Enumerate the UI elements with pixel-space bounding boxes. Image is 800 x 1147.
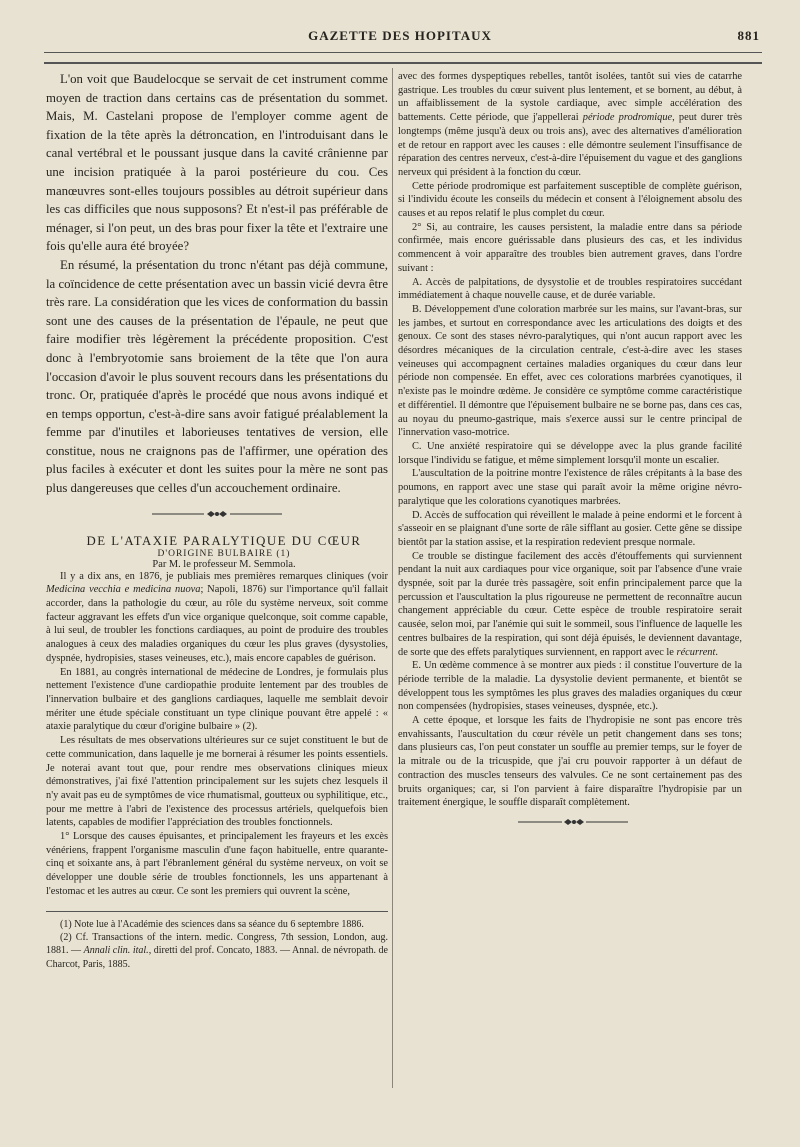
text-run: avec des formes dyspeptiques rebelles, tantôt isolées, tantôt sui vies de catarrhe gastrique. Les troubles du cœur suivent plus lentement, et se bornent, au début, à un affaiblissement de la systole cardiaque, avec simple accélération des battements. Cette période, que j'appellerai [398, 71, 742, 124]
text-run: A. Accès de palpitations, de dysystolie et de troubles respiratoires succédant immédiatement à chaque nouvelle cause, et de durée variable. [398, 276, 742, 302]
article-title: DE L'ATAXIE PARALYTIQUE DU CŒUR [86, 533, 362, 548]
article-paragraph [398, 303, 742, 440]
text-run: Les résultats de mes observations ultérieures sur ce sujet constituent le but de cette communication, dans laquelle je me bornerai à résumer les points essentiels. Je noterai avant tout que, pour rendre mes observations cliniques mieux démonstratives, j'ai fixé l'attention principalement sur les sujets chez lesquels il n'y avait pas eu de symptômes de vice rhumatismal, goutteux ou syphilitique, etc., pour me mettre à l'abri de l'existence des processus artériels, quelquefois bien latents, capables de modifier l'appréciation des troubles fonctionnels. [46, 735, 388, 829]
article-subtitle: D'ORIGINE BULBAIRE (1) [157, 548, 291, 559]
article-paragraph [398, 276, 742, 303]
header-double-rule [44, 62, 762, 64]
article-body [46, 570, 388, 899]
text-run: A cette époque, et lorsque les faits de l'hydropisie ne sont pas encore très envahissants, l'auscultation du cœur révèle un petit changement dans ses tons; dans plusieurs cas, l'on peut constater un souffle au premier temps, sur le foyer de la mitrale ou de la tricuspide, que j'ai cru pouvoir rapporter à un défaut de contraction des muscles tenseurs des valvules. Ce ne sont certainement pas des bruits organiques; car, si l'on parvient à faire disparaître l'hydropisie par un traitement énergique, le souffle disparaît complètement. [398, 715, 742, 809]
text-run: Il y a dix ans, en 1876, je publiais mes premières remarques cliniques (voir [60, 570, 388, 582]
article-paragraph [398, 221, 742, 276]
article-paragraph [398, 550, 742, 660]
header-rule [44, 52, 762, 53]
page-header [40, 28, 760, 50]
article-paragraph [398, 714, 742, 810]
ornament-divider [152, 510, 282, 518]
text-run: , peut durer très longtemps (même jusqu'à deux ou trois ans), avec des alternatives d'amélioration et de retour en rapport avec les causes : elle démontre seulement l'insuffisance de réparation des centres nerveux, c'est-à-dire l'épuisement du vague et des ganglions nerveux qui président à la fonction du cœur. [398, 112, 742, 178]
text-run: En 1881, au congrès international de médecine de Londres, je formulais plus nettement l'existence d'une cardiopathie produite lentement par des troubles de l'innervation bulbaire et des ganglions cardiaques, laquelle me semblait devoir mériter une étude spéciale constituant un type clinique pouvant être appelé : « ataxie paralytique du cœur d'origine bulbaire » (2). [46, 666, 388, 733]
article-paragraph [46, 734, 388, 830]
article-paragraph [398, 440, 742, 467]
text-run: ; Napoli, 1876) sur l'importance qu'il fallait accorder, dans la pathologie du cœur, au rôle du système nerveux, soit comme facteur aggravant les effets d'un vice organique quelconque, soit comme capable, à lui seul, de troubler les fonctions cardiaques, au point de produire des troubles analogues à ceux des maladies organiques du cœur les plus graves (dysystolies, dyspnée, hydropisies, stases veineuses, etc.), mais encore capables de guérison. [46, 584, 388, 664]
italic-run: Medicina vecchia e medicina nuova [46, 584, 201, 596]
text-run: C. Une anxiété respiratoire qui se développe avec la plus grande facilité lorsque l'individu se fatigue, et même simplement lorsqu'il monte un escalier. [398, 440, 742, 466]
article-paragraph [398, 467, 742, 508]
left-column [46, 70, 388, 971]
article-paragraph [46, 830, 388, 899]
text-run: (1) Note lue à l'Académie des sciences dans sa séance du 6 septembre 1886. [60, 918, 364, 930]
ornament-divider [518, 818, 628, 826]
right-column [398, 70, 742, 826]
footnote-rule [46, 911, 388, 912]
article-paragraph [46, 570, 388, 666]
text-run: 1° Lorsque des causes épuisantes, et principalement les frayeurs et les excès vénériens, frappent l'organisme masculin d'une façon habituelle, entre quarante-cinq et soixante ans, à part l'ébranlement général du système nerveux, on voit se développer une double série de troubles fonctionnels, les uns appartenant à l'estomac et les autres au cœur. Ce sont les premiers qui ouvrent la scène, [46, 831, 388, 897]
column-divider [392, 68, 393, 1088]
text-run: L'auscultation de la poitrine montre l'existence de râles crépitants à la base des poumons, en rapport avec une stase qui paraît avoir la même origine névro-paralytique que les colorations cyanotiques marbrées. [398, 468, 742, 507]
intro-paragraph: L'on voit que Baudelocque se servait de cet instrument comme moyen de traction dans certains cas de présentation du sommet. Mais, M. Castelani propose de l'employer comme agent de fixation de la tête après la détroncation, en l'introduisant dans le canal vertébral et le poussant jusque dans la cavité crânienne par une incision pratiquée à la paroi postérieure du cou. Ces manœuvres sont-elles toujours possibles au détroit supérieur dans les cas difficiles que nous supposons? Et n'est-il pas préférable de ménager, si l'on peut, un des bras pour fixer la tête et l'extraire une fois qu'elle aura été broyée? [46, 72, 388, 254]
text-run: B. Développement d'une coloration marbrée sur les mains, sur l'avant-bras, sur les jambes, et surtout en correspondance avec les articulations des doigts et des genoux. Ce sont des stases névro-paralytiques, qui n'ont aucun rapport avec les désordres mécaniques de la circulation centrale, c'est-à-dire avec les stases veineuses qui accompagnent certaines maladies organiques du cœur dans leur période non compensée. En effet, avec ces colorations marbrées cyanotiques, il n'existe pas le moindre œdème. Je considère ce symptôme comme caractéristique et différentiel. Il démontre que l'épuisement bulbaire ne se borne pas, dans ces cas, au noyau du pneumo-gastrique, mais s'exerce aussi sur le centre principal de l'innervation vaso-motrice. [398, 303, 742, 439]
article-author: Par M. le professeur M. Semmola. [152, 558, 296, 570]
text-run: D. Accès de suffocation qui réveillent le malade à peine endormi et le forcent à s'asseoir en se plaignant d'une sorte de râle sifflant au gosier. Cette gêne se dissipe bientôt par la station assise, et la respiration redevient presque normale. [398, 509, 742, 548]
intro-paragraph: En résumé, la présentation du tronc n'étant pas déjà commune, la coïncidence de cette présentation avec un bassin vicié devra être très rare. La considération que les vices de conformation du bassin sont une des causes de la présentation de l'épaule, ne peut que faire modifier très légèrement la précédente proposition. C'est donc à l'embryotomie sans broiement de la tête que l'on aura l'occasion d'avoir le plus souvent recours dans les présentations du tronc. Or, pratiquée d'après le procédé que nous avons indiqué et en temps opportun, c'est-à-dire sans avoir fatigué préalablement la femme par d'inutiles et laborieuses tentatives de version, elle constitue, nous ne craignons pas de l'affirmer, une opération des plus faciles à exécuter et dont les suites pour la mère ne sont pas plus dangereuses que celles d'un accouchement ordinaire. [46, 257, 388, 496]
text-run: Cette période prodromique est parfaitement susceptible de complète guérison, si l'individu écoute les conseils du médecin et consent à l'éloignement absolu des causes et au repos relatif le plus complet du cœur. [398, 180, 742, 220]
journal-title: GAZETTE DES HOPITAUX [308, 28, 492, 43]
text-run: (2) Cf. Transactions of the intern. medic. Congress, 7th session, London, aug. 1881. — [46, 931, 388, 957]
text-run: E. Un œdème commence à se montrer aux pieds : il constitue l'ouverture de la période terrible de la maladie. La dysystolie devient permanente, et bientôt se développent tous les symptômes les plus graves des maladies organiques du cœur non compensées (hydropisies, stases veineuses, dyspnée, etc.). [398, 660, 742, 713]
article-paragraph [398, 180, 742, 221]
italic-run: période prodromique [582, 112, 673, 124]
article-paragraph [398, 509, 742, 550]
text-run: 2° Si, au contraire, les causes persistent, la maladie entre dans sa période confirmée, mais encore guérissable dans plusieurs des cas, et les individus commencent à voir apparaître des troubles bien autrement graves, dans l'ordre suivant : [398, 221, 742, 274]
text-run: . [715, 646, 718, 658]
text-run: , diretti del prof. Concato, 1883. — Annal. de névropath. de Charcot, Paris, 1885. [46, 945, 388, 970]
article-paragraph [398, 70, 742, 180]
footnote [46, 931, 388, 971]
text-run: Ce trouble se distingue facilement des accès d'étouffements qui surviennent pendant la nuit aux cardiaques pour vice organique, soit par l'absence d'une vraie dyspnée, soit par la durée très passagère, soit enfin principalement parce que la percussion et l'auscultation la plus rigoureuse ne permettent de reconnaître aucun changement appréciable du cœur. Cette espèce de trouble respiratoire serait causée, selon moi, par l'anémie qui suit le sommeil, sous l'influence de laquelle les centres bulbaires de la respiration, qui sont déjà épuisés, le deviennent davantage, de sorte que des effets paralytiques surviennent, en rapport avec le [398, 550, 742, 658]
italic-run: Annali clin. ital. [83, 945, 149, 957]
article-paragraph [398, 659, 742, 714]
article-paragraph [46, 666, 388, 735]
italic-run: récurrent [676, 646, 716, 658]
footnote [46, 918, 388, 931]
page-number: 881 [737, 28, 760, 43]
